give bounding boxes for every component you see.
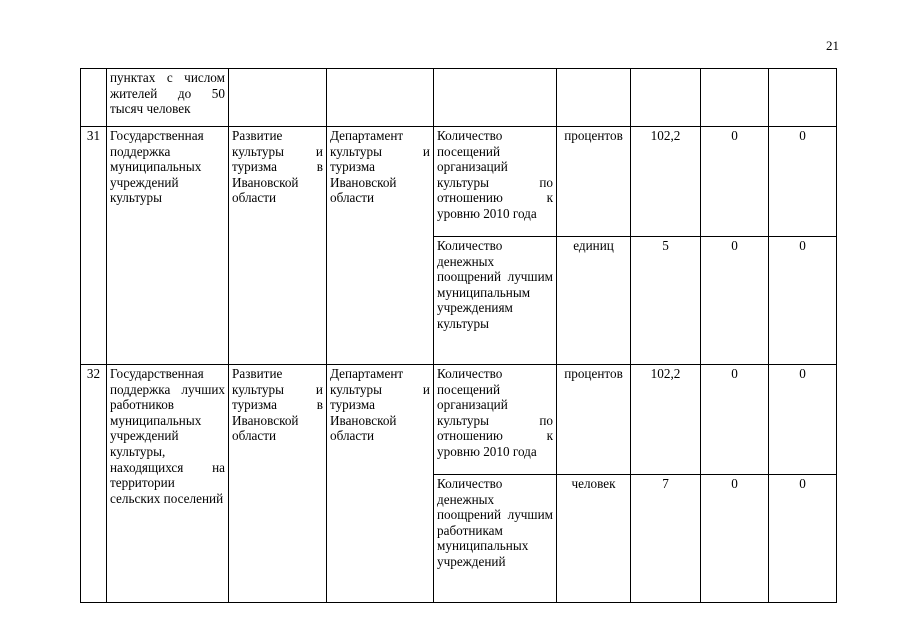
- cell-unit: процентов: [557, 127, 631, 237]
- cell-num: [81, 69, 107, 127]
- cell-value-2: [701, 69, 769, 127]
- cell-measure: пунктах с числом жителей до 50 тысяч человек: [107, 69, 229, 127]
- table-row-continuation: [81, 69, 837, 127]
- cell-value-1: [631, 69, 701, 127]
- cell-unit: единиц: [557, 237, 631, 365]
- cell-indicator: Количество денежных поощрений лучшим муниципальным учреждениям культуры: [434, 237, 557, 365]
- cell-indicator: Количество посещений организаций культуры по отношению к уровню 2010 года: [434, 127, 557, 237]
- cell-value-1: 102,2: [631, 365, 701, 475]
- cell-value-1: 5: [631, 237, 701, 365]
- indicators-table: [80, 68, 837, 603]
- cell-value-1: 102,2: [631, 127, 701, 237]
- cell-program: [229, 69, 327, 127]
- cell-value-2: 0: [701, 365, 769, 475]
- cell-value-3: [769, 69, 837, 127]
- cell-program: Развитие культуры и туризма в Ивановской области: [229, 365, 327, 603]
- cell-value-3: 0: [769, 365, 837, 475]
- cell-indicator: Количество посещений организаций культуры по отношению к уровню 2010 года: [434, 365, 557, 475]
- cell-unit: [557, 69, 631, 127]
- cell-indicator: Количество денежных поощрений лучшим работникам муниципальных учреждений: [434, 475, 557, 603]
- page-number: 21: [826, 38, 839, 53]
- cell-unit: процентов: [557, 365, 631, 475]
- cell-measure: Государственная поддержка лучших работников муниципальных учреждений культуры, находящихся на территории сельских поселений: [107, 365, 229, 603]
- cell-value-3: 0: [769, 237, 837, 365]
- cell-executor: Департамент культуры и туризма Ивановской области: [327, 127, 434, 365]
- cell-executor: Департамент культуры и туризма Ивановской области: [327, 365, 434, 603]
- cell-measure: Государственная поддержка муниципальных учреждений культуры: [107, 127, 229, 365]
- cell-unit: человек: [557, 475, 631, 603]
- cell-value-3: 0: [769, 475, 837, 603]
- cell-executor: [327, 69, 434, 127]
- cell-value-2: 0: [701, 127, 769, 237]
- cell-value-1: 7: [631, 475, 701, 603]
- cell-program: Развитие культуры и туризма в Ивановской области: [229, 127, 327, 365]
- cell-value-2: 0: [701, 475, 769, 603]
- cell-value-3: 0: [769, 127, 837, 237]
- cell-value-2: 0: [701, 237, 769, 365]
- cell-indicator: [434, 69, 557, 127]
- cell-num: 32: [81, 365, 107, 603]
- table-row: [81, 365, 837, 475]
- cell-num: 31: [81, 127, 107, 365]
- table-row: [81, 127, 837, 237]
